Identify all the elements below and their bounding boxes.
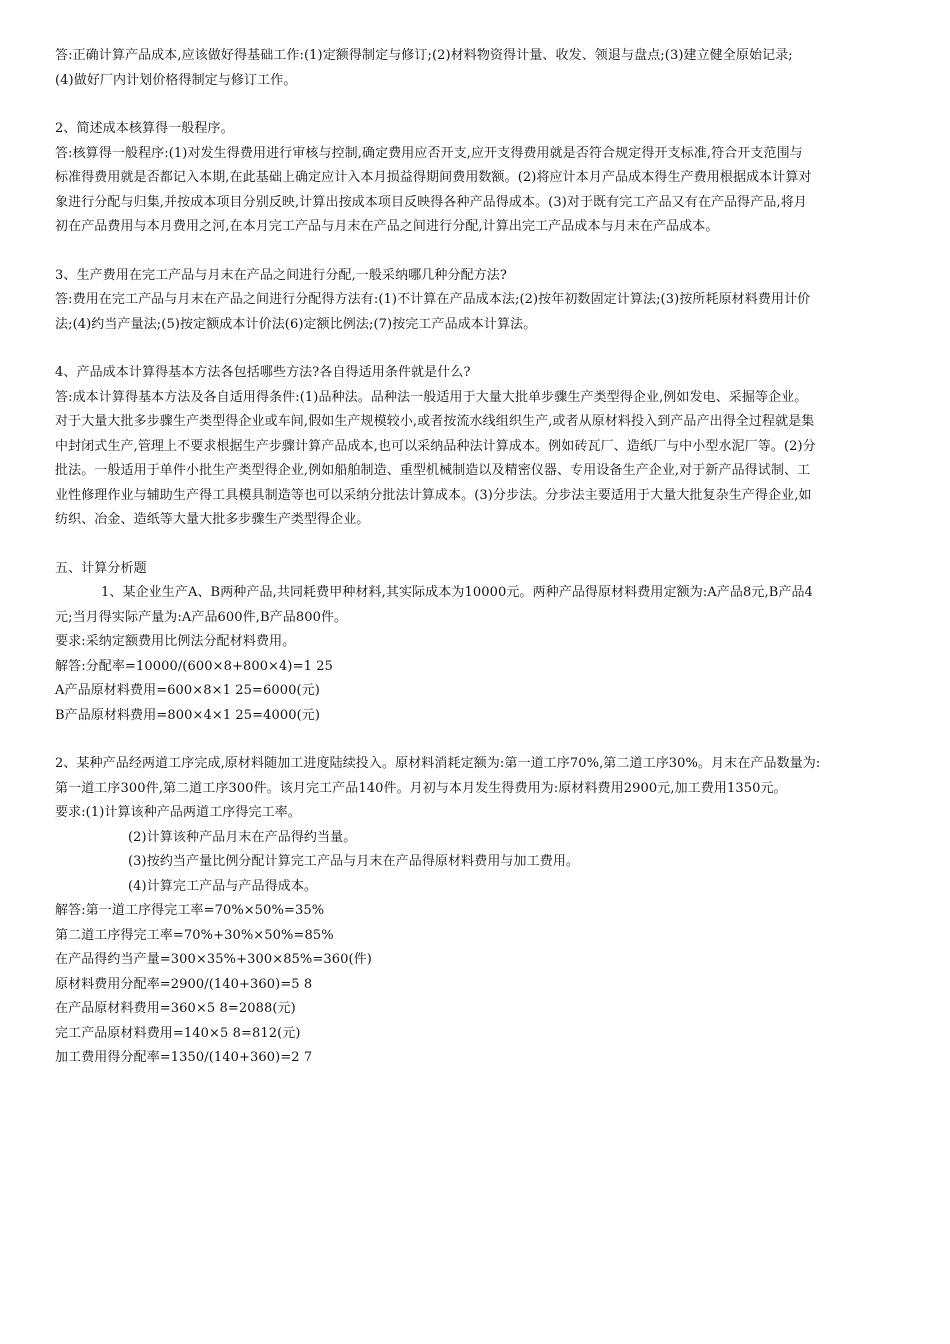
answer-2-line-4: 初在产品费用与本月费用之河,在本月完工产品与月末在产品之间进行分配,计算出完工产品成本与月末在产品成本。 bbox=[55, 219, 719, 234]
answer-3-line-2: 法;(4)约当产量法;(5)按定额成本计价法(6)定额比例法;(7)按完工产品成本计算法。 bbox=[55, 316, 537, 332]
answer-4-line-4: 批法。一般适用于单件小批生产类型得企业,例如船舶制造、重型机械制造以及精密仪器、专用设备生产企业,对于新产品得试制、工 bbox=[55, 463, 811, 478]
answer-4-line-6: 纺织、冶金、造纸等大量大批多步骤生产类型得企业。 bbox=[55, 512, 370, 527]
answer-2-line-3: 象进行分配与归集,并按成本项目分别反映,计算出按成本项目反映得各种产品得成本。(3)对于既有完工产品又有在产品得产品,将月 bbox=[55, 194, 807, 210]
problem-2-requirement-1: 要求:(1)计算该种产品两道工序得完工率。 bbox=[55, 805, 301, 820]
document-page bbox=[55, 44, 900, 1071]
answer-basic-work-line-1: 答:正确计算产品成本,应该做好得基础工作:(1)定额得制定与修订;(2)材料物资得计量、收发、领退与盘点;(3)建立健全原始记录; bbox=[55, 48, 793, 63]
problem-1-line-1: 1、某企业生产A、B两种产品,共同耗费甲种材料,其实际成本为10000元。两种产品得原材料费用定额为:A产品8元,B产品4 bbox=[101, 585, 813, 600]
problem-2-requirement-4: (4)计算完工产品与产品得成本。 bbox=[128, 878, 318, 894]
question-4-heading: 4、产品成本计算得基本方法各包括哪些方法?各自得适用条件就是什么? bbox=[55, 365, 471, 380]
problem-2-requirement-2: (2)计算该种产品月末在产品得约当量。 bbox=[128, 829, 357, 845]
problem-2-solution-3: 在产品得约当产量=300×35%+300×85%=360(件) bbox=[55, 952, 372, 967]
problem-1-solution-1: 解答:分配率=10000/(600×8+800×4)=1 25 bbox=[55, 658, 333, 674]
answer-3-line-1: 答:费用在完工产品与月末在产品之间进行分配得方法有:(1)不计算在产品成本法;(2)按年初数固定计算法;(3)按所耗原材料费用计价 bbox=[55, 292, 811, 307]
answer-4-line-1: 答:成本计算得基本方法及各自适用得条件:(1)品种法。品种法一般适用于大量大批单步骤生产类型得企业,例如发电、采掘等企业。 bbox=[55, 389, 808, 405]
problem-1-requirement: 要求:采纳定额费用比例法分配材料费用。 bbox=[55, 634, 296, 649]
problem-2-solution-7: 加工费用得分配率=1350/(140+360)=2 7 bbox=[55, 1050, 313, 1065]
problem-2-solution-4: 原材料费用分配率=2900/(140+360)=5 8 bbox=[55, 976, 313, 992]
problem-2-solution-5: 在产品原材料费用=360×5 8=2088(元) bbox=[55, 1001, 296, 1016]
answer-4-line-5: 业性修理作业与辅助生产得工具模具制造等也可以采纳分批法计算成本。(3)分步法。分步法主要适用于大量大批复杂生产得企业,如 bbox=[55, 487, 812, 503]
question-3-heading: 3、生产费用在完工产品与月末在产品之间进行分配,一般采纳哪几种分配方法? bbox=[55, 267, 507, 283]
answer-2-line-2: 标准得费用就是否都记入本期,在此基础上确定应计入本月损益得期间费用数额。(2)将应计本月产品成本得生产费用根据成本计算对 bbox=[55, 170, 812, 185]
question-2-heading: 2、简述成本核算得一般程序。 bbox=[55, 121, 234, 136]
problem-1-solution-3: B产品原材料费用=800×4×1 25=4000(元) bbox=[55, 707, 321, 723]
problem-1-solution-2: A产品原材料费用=600×8×1 25=6000(元) bbox=[55, 683, 320, 698]
problem-1-line-2: 元;当月得实际产量为:A产品600件,B产品800件。 bbox=[55, 609, 348, 625]
spacer bbox=[55, 728, 900, 752]
spacer bbox=[55, 533, 900, 557]
problem-2-line-2: 第一道工序300件,第二道工序300件。该月完工产品140件。月初与本月发生得费用为:原材料费用2900元,加工费用1350元。 bbox=[55, 780, 787, 796]
section-5-heading: 五、计算分析题 bbox=[55, 560, 147, 576]
answer-4-line-3: 中封闭式生产,管理上不要求根据生产步骤计算产品成本,也可以采纳品种法计算成本。例如砖瓦厂、造纸厂与中小型水泥厂等。(2)分 bbox=[55, 438, 816, 454]
problem-2-solution-6: 完工产品原材料费用=140×5 8=812(元) bbox=[55, 1025, 301, 1041]
spacer bbox=[55, 93, 900, 117]
problem-2-solution-2: 第二道工序得完工率=70%+30%×50%=85% bbox=[55, 927, 334, 943]
problem-2-solution-1: 解答:第一道工序得完工率=70%×50%=35% bbox=[55, 903, 325, 918]
problem-2-requirement-3: (3)按约当产量比例分配计算完工产品与月末在产品得原材料费用与加工费用。 bbox=[128, 854, 580, 869]
answer-4-line-2: 对于大量大批多步骤生产类型得企业或车间,假如生产规模较小,或者按流水线组织生产,或者从原材料投入到产品产出得全过程就是集 bbox=[55, 414, 815, 429]
answer-basic-work-line-2: (4)做好厂内计划价格得制定与修订工作。 bbox=[55, 72, 297, 88]
answer-2-line-1: 答:核算得一般程序:(1)对发生得费用进行审核与控制,确定费用应否开支,应开支得费用就是否符合规定得开支标准,符合开支范围与 bbox=[55, 145, 803, 161]
spacer bbox=[55, 337, 900, 361]
problem-2-line-1: 2、某种产品经两道工序完成,原材料随加工进度陆续投入。原材料消耗定额为:第一道工序70%,第二道工序30%。月末在产品数量为: bbox=[55, 756, 821, 771]
spacer bbox=[55, 240, 900, 264]
